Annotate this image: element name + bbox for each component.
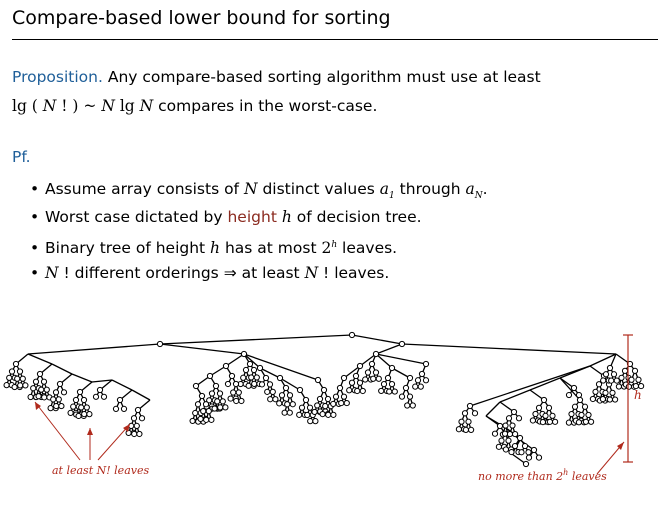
tree-node bbox=[462, 411, 467, 416]
tree-node bbox=[252, 381, 257, 386]
tree-node bbox=[257, 365, 262, 370]
tree-node bbox=[410, 403, 415, 408]
tree-node bbox=[254, 375, 259, 380]
tree-node bbox=[61, 390, 66, 395]
tree-node bbox=[459, 419, 464, 424]
tree-node bbox=[287, 393, 292, 398]
decision-tree-figure bbox=[0, 320, 669, 495]
tree-node bbox=[268, 397, 273, 402]
right-label: no more than 2$^h$ leaves bbox=[478, 468, 607, 483]
tree-node bbox=[632, 368, 637, 373]
tree-node bbox=[419, 371, 424, 376]
tree-node bbox=[530, 418, 535, 423]
tree-node bbox=[415, 378, 420, 383]
tree-node bbox=[283, 385, 288, 390]
proof-label: Pf. bbox=[12, 148, 31, 166]
tree-node bbox=[241, 351, 246, 356]
tree-node bbox=[569, 411, 574, 416]
bullet-4: • N ! different orderings ⇒ at least N ! leaves. bbox=[30, 264, 390, 282]
tree-node bbox=[195, 402, 200, 407]
tree-node bbox=[48, 406, 53, 411]
tree-node bbox=[373, 351, 378, 356]
tree-node bbox=[579, 412, 584, 417]
tree-node bbox=[609, 378, 614, 383]
tree-node bbox=[93, 394, 98, 399]
tree-node bbox=[277, 375, 282, 380]
tree-node bbox=[193, 410, 198, 415]
tree-node bbox=[53, 390, 58, 395]
tree-node bbox=[193, 383, 198, 388]
tree-node bbox=[531, 447, 536, 452]
tree-node bbox=[199, 393, 204, 398]
tree-node bbox=[28, 394, 33, 399]
tree-node bbox=[17, 369, 22, 374]
tree-node bbox=[576, 392, 581, 397]
tree-node bbox=[622, 368, 627, 373]
tree-node bbox=[566, 392, 571, 397]
tree-node bbox=[526, 455, 531, 460]
tree-node bbox=[117, 397, 122, 402]
tree-node bbox=[113, 406, 118, 411]
tree-node bbox=[287, 410, 292, 415]
tree-node bbox=[369, 361, 374, 366]
tree-node bbox=[241, 375, 246, 380]
tree-node bbox=[357, 363, 362, 368]
proposition-formula: lg ( N ! ) ~ N lg N bbox=[12, 97, 154, 115]
tree-node bbox=[586, 412, 591, 417]
tree-node bbox=[51, 397, 56, 402]
tree-node bbox=[326, 412, 331, 417]
tree-node bbox=[279, 393, 284, 398]
height-label: h bbox=[634, 388, 642, 402]
tree-node bbox=[203, 402, 208, 407]
bullet-2: • Worst case dictated by height h of decision tree. bbox=[30, 208, 422, 226]
tree-node bbox=[282, 410, 287, 415]
tree-node bbox=[407, 394, 412, 399]
tree-node bbox=[507, 431, 512, 436]
tree-node bbox=[33, 379, 38, 384]
tree-node bbox=[265, 389, 270, 394]
tree-node bbox=[209, 391, 214, 396]
tree-node bbox=[290, 402, 295, 407]
tree-node bbox=[44, 387, 49, 392]
title-rule bbox=[12, 39, 658, 40]
tree-node bbox=[36, 394, 41, 399]
bullet-1: • Assume array consists of N distinct values $a_1$ through $a_N$. bbox=[30, 180, 488, 202]
tree-node bbox=[583, 419, 588, 424]
tree-node bbox=[577, 397, 582, 402]
tree-node bbox=[137, 431, 142, 436]
tree-node bbox=[610, 390, 615, 395]
tree-node bbox=[82, 412, 87, 417]
tree-node bbox=[511, 409, 516, 414]
proposition-text: Any compare-based sorting algorithm must use at least bbox=[107, 68, 541, 86]
tree-node bbox=[603, 390, 608, 395]
tree-node bbox=[243, 367, 248, 372]
tree-node bbox=[503, 423, 508, 428]
tree-edge bbox=[500, 390, 530, 402]
tree-node bbox=[543, 413, 548, 418]
tree-node bbox=[497, 423, 502, 428]
tree-node bbox=[204, 417, 209, 422]
tree-node bbox=[344, 400, 349, 405]
tree-node bbox=[376, 376, 381, 381]
tree-node bbox=[7, 375, 12, 380]
tree-node bbox=[234, 398, 239, 403]
tree-node bbox=[121, 406, 126, 411]
tree-node bbox=[299, 405, 304, 410]
tree-node bbox=[215, 399, 220, 404]
tree-node bbox=[139, 416, 144, 421]
tree-node bbox=[84, 405, 89, 410]
tree-node bbox=[236, 390, 241, 395]
tree-node bbox=[616, 384, 621, 389]
tree-node bbox=[131, 416, 136, 421]
bullet-3: • Binary tree of height h has at most 2$^h$ leaves. bbox=[30, 239, 398, 258]
tree-node bbox=[349, 380, 354, 385]
tree-node bbox=[536, 455, 541, 460]
tree-node bbox=[407, 375, 412, 380]
tree-node bbox=[389, 365, 394, 370]
tree-node bbox=[277, 401, 282, 406]
proposition-text-2: compares in the worst-case. bbox=[158, 97, 378, 115]
tree-node bbox=[502, 431, 507, 436]
tree-node bbox=[308, 419, 313, 424]
tree-node bbox=[526, 450, 531, 455]
tree-node bbox=[456, 427, 461, 432]
tree-node bbox=[399, 394, 404, 399]
tree-node bbox=[611, 372, 616, 377]
tree-node bbox=[249, 375, 254, 380]
tree-node bbox=[355, 388, 360, 393]
proof-bullets bbox=[30, 175, 488, 287]
tree-node bbox=[285, 402, 290, 407]
tree-node bbox=[132, 431, 137, 436]
tree-node bbox=[509, 449, 514, 454]
tree-node bbox=[423, 361, 428, 366]
tree-edge bbox=[112, 380, 132, 390]
proposition bbox=[12, 63, 541, 121]
tree-node bbox=[589, 419, 594, 424]
tree-node bbox=[349, 332, 354, 337]
tree-node bbox=[418, 384, 423, 389]
tree-node bbox=[547, 419, 552, 424]
tree-node bbox=[626, 384, 631, 389]
tree-node bbox=[601, 378, 606, 383]
tree-node bbox=[18, 383, 23, 388]
tree-node bbox=[228, 396, 233, 401]
tree-node bbox=[541, 397, 546, 402]
tree-node bbox=[576, 420, 581, 425]
tree-edge bbox=[160, 335, 352, 344]
tree-node bbox=[614, 378, 619, 383]
tree-node bbox=[506, 416, 511, 421]
tree-node bbox=[519, 450, 524, 455]
tree-node bbox=[37, 371, 42, 376]
tree-node bbox=[636, 377, 641, 382]
tree-node bbox=[73, 397, 78, 402]
tree-node bbox=[517, 435, 522, 440]
tree-node bbox=[533, 411, 538, 416]
tree-node bbox=[582, 404, 587, 409]
tree-node bbox=[607, 365, 612, 370]
tree-node bbox=[413, 384, 418, 389]
tree-node bbox=[54, 403, 59, 408]
tree-node bbox=[315, 377, 320, 382]
tree-node bbox=[231, 390, 236, 395]
tree-node bbox=[607, 397, 612, 402]
tree-node bbox=[516, 416, 521, 421]
tree-node bbox=[613, 397, 618, 402]
tree-node bbox=[263, 375, 268, 380]
tree-node bbox=[566, 420, 571, 425]
tree-node bbox=[550, 413, 555, 418]
slide-title: Compare-based lower bound for sorting bbox=[12, 7, 391, 29]
tree-node bbox=[506, 438, 511, 443]
tree-node bbox=[207, 373, 212, 378]
tree-edge bbox=[52, 364, 72, 374]
tree-edge bbox=[28, 354, 52, 364]
tree-edge bbox=[352, 335, 402, 344]
tree-node bbox=[31, 386, 36, 391]
tree-node bbox=[379, 388, 384, 393]
tree-node bbox=[126, 430, 131, 435]
tree-node bbox=[347, 388, 352, 393]
tree-node bbox=[317, 396, 322, 401]
tree-node bbox=[472, 411, 477, 416]
tree-node bbox=[59, 403, 64, 408]
tree-node bbox=[157, 341, 162, 346]
tree-node bbox=[12, 384, 17, 389]
left-label: at least N! leaves bbox=[52, 464, 150, 477]
tree-node bbox=[603, 372, 608, 377]
tree-node bbox=[135, 407, 140, 412]
tree-edge bbox=[28, 344, 160, 354]
tree-node bbox=[225, 381, 230, 386]
tree-node bbox=[590, 396, 595, 401]
tree-node bbox=[353, 373, 358, 378]
tree-node bbox=[42, 395, 47, 400]
tree-node bbox=[469, 427, 474, 432]
tree-node bbox=[321, 387, 326, 392]
tree-node bbox=[217, 391, 222, 396]
tree-node bbox=[212, 406, 217, 411]
tree-node bbox=[23, 383, 28, 388]
tree-node bbox=[365, 370, 370, 375]
tree-node bbox=[71, 404, 76, 409]
tree-edge bbox=[226, 354, 244, 366]
tree-node bbox=[209, 417, 214, 422]
tree-node bbox=[220, 399, 225, 404]
tree-node bbox=[341, 375, 346, 380]
tree-edge bbox=[486, 402, 500, 416]
tree-node bbox=[360, 388, 365, 393]
tree-node bbox=[303, 397, 308, 402]
tree-node bbox=[341, 394, 346, 399]
tree-edge bbox=[72, 374, 92, 382]
tree-node bbox=[297, 412, 302, 417]
tree-node bbox=[467, 403, 472, 408]
tree-node bbox=[572, 404, 577, 409]
tree-node bbox=[76, 413, 81, 418]
tree-node bbox=[512, 443, 517, 448]
tree-node bbox=[312, 409, 317, 414]
tree-node bbox=[593, 389, 598, 394]
tree-node bbox=[600, 396, 605, 401]
tree-node bbox=[87, 412, 92, 417]
tree-node bbox=[223, 363, 228, 368]
tree-node bbox=[251, 367, 256, 372]
tree-node bbox=[9, 369, 14, 374]
tree-node bbox=[540, 420, 545, 425]
tree-node bbox=[39, 387, 44, 392]
tree-node bbox=[247, 361, 252, 366]
tree-node bbox=[325, 396, 330, 401]
tree-edge bbox=[160, 344, 244, 354]
tree-node bbox=[629, 377, 634, 382]
tree-node bbox=[363, 377, 368, 382]
tree-node bbox=[373, 370, 378, 375]
tree-node bbox=[270, 389, 275, 394]
tree-node bbox=[68, 410, 73, 415]
tree-node bbox=[229, 373, 234, 378]
tree-node bbox=[571, 385, 576, 390]
tree-node bbox=[546, 405, 551, 410]
tree-nodes bbox=[4, 332, 644, 466]
tree-node bbox=[233, 381, 238, 386]
tree-node bbox=[331, 412, 336, 417]
tree-node bbox=[218, 405, 223, 410]
tree-node bbox=[267, 382, 272, 387]
tree-node bbox=[553, 419, 558, 424]
tree-node bbox=[536, 405, 541, 410]
tree-node bbox=[331, 401, 336, 406]
tree-node bbox=[297, 387, 302, 392]
tree-node bbox=[385, 375, 390, 380]
height-highlight: height bbox=[227, 208, 277, 226]
tree-node bbox=[77, 389, 82, 394]
tree-node bbox=[357, 380, 362, 385]
tree-node bbox=[101, 394, 106, 399]
tree-node bbox=[307, 405, 312, 410]
tree-node bbox=[81, 397, 86, 402]
tree-node bbox=[492, 431, 497, 436]
tree-edge bbox=[376, 354, 426, 364]
tree-node bbox=[313, 419, 318, 424]
tree-node bbox=[315, 403, 320, 408]
tree-node bbox=[371, 376, 376, 381]
tree-node bbox=[399, 341, 404, 346]
tree-node bbox=[246, 383, 251, 388]
tree-node bbox=[387, 389, 392, 394]
tree-node bbox=[389, 381, 394, 386]
tree-node bbox=[15, 376, 20, 381]
tree-edge bbox=[402, 344, 616, 354]
tree-node bbox=[337, 385, 342, 390]
tree-node bbox=[403, 385, 408, 390]
tree-node bbox=[223, 405, 228, 410]
tree-node bbox=[79, 405, 84, 410]
proposition-label: Proposition. bbox=[12, 68, 103, 86]
tree-node bbox=[333, 394, 338, 399]
tree-node bbox=[513, 431, 518, 436]
tree-node bbox=[13, 361, 18, 366]
tree-node bbox=[423, 378, 428, 383]
tree-node bbox=[463, 427, 468, 432]
tree-node bbox=[56, 397, 61, 402]
tree-node bbox=[405, 403, 410, 408]
tree-node bbox=[320, 412, 325, 417]
tree-node bbox=[213, 383, 218, 388]
tree-node bbox=[381, 381, 386, 386]
tree-edge bbox=[376, 344, 402, 354]
tree-node bbox=[190, 418, 195, 423]
tree-node bbox=[305, 412, 310, 417]
tree-node bbox=[259, 382, 264, 387]
tree-node bbox=[523, 461, 528, 466]
tree-node bbox=[496, 444, 501, 449]
tree-node bbox=[499, 438, 504, 443]
tree-node bbox=[4, 383, 9, 388]
tree-node bbox=[41, 379, 46, 384]
tree-node bbox=[20, 376, 25, 381]
tree-node bbox=[97, 387, 102, 392]
tree-edge bbox=[132, 390, 150, 400]
tree-node bbox=[510, 423, 515, 428]
tree-node bbox=[522, 443, 527, 448]
tree-node bbox=[134, 423, 139, 428]
tree-node bbox=[239, 398, 244, 403]
tree-node bbox=[323, 404, 328, 409]
tree-node bbox=[339, 400, 344, 405]
tree-node bbox=[201, 409, 206, 414]
tree-node bbox=[466, 419, 471, 424]
tree-node bbox=[392, 389, 397, 394]
tree-node bbox=[57, 381, 62, 386]
tree-node bbox=[206, 409, 211, 414]
height-bracket bbox=[623, 335, 633, 462]
tree-node bbox=[198, 416, 203, 421]
tree-node bbox=[503, 447, 508, 452]
